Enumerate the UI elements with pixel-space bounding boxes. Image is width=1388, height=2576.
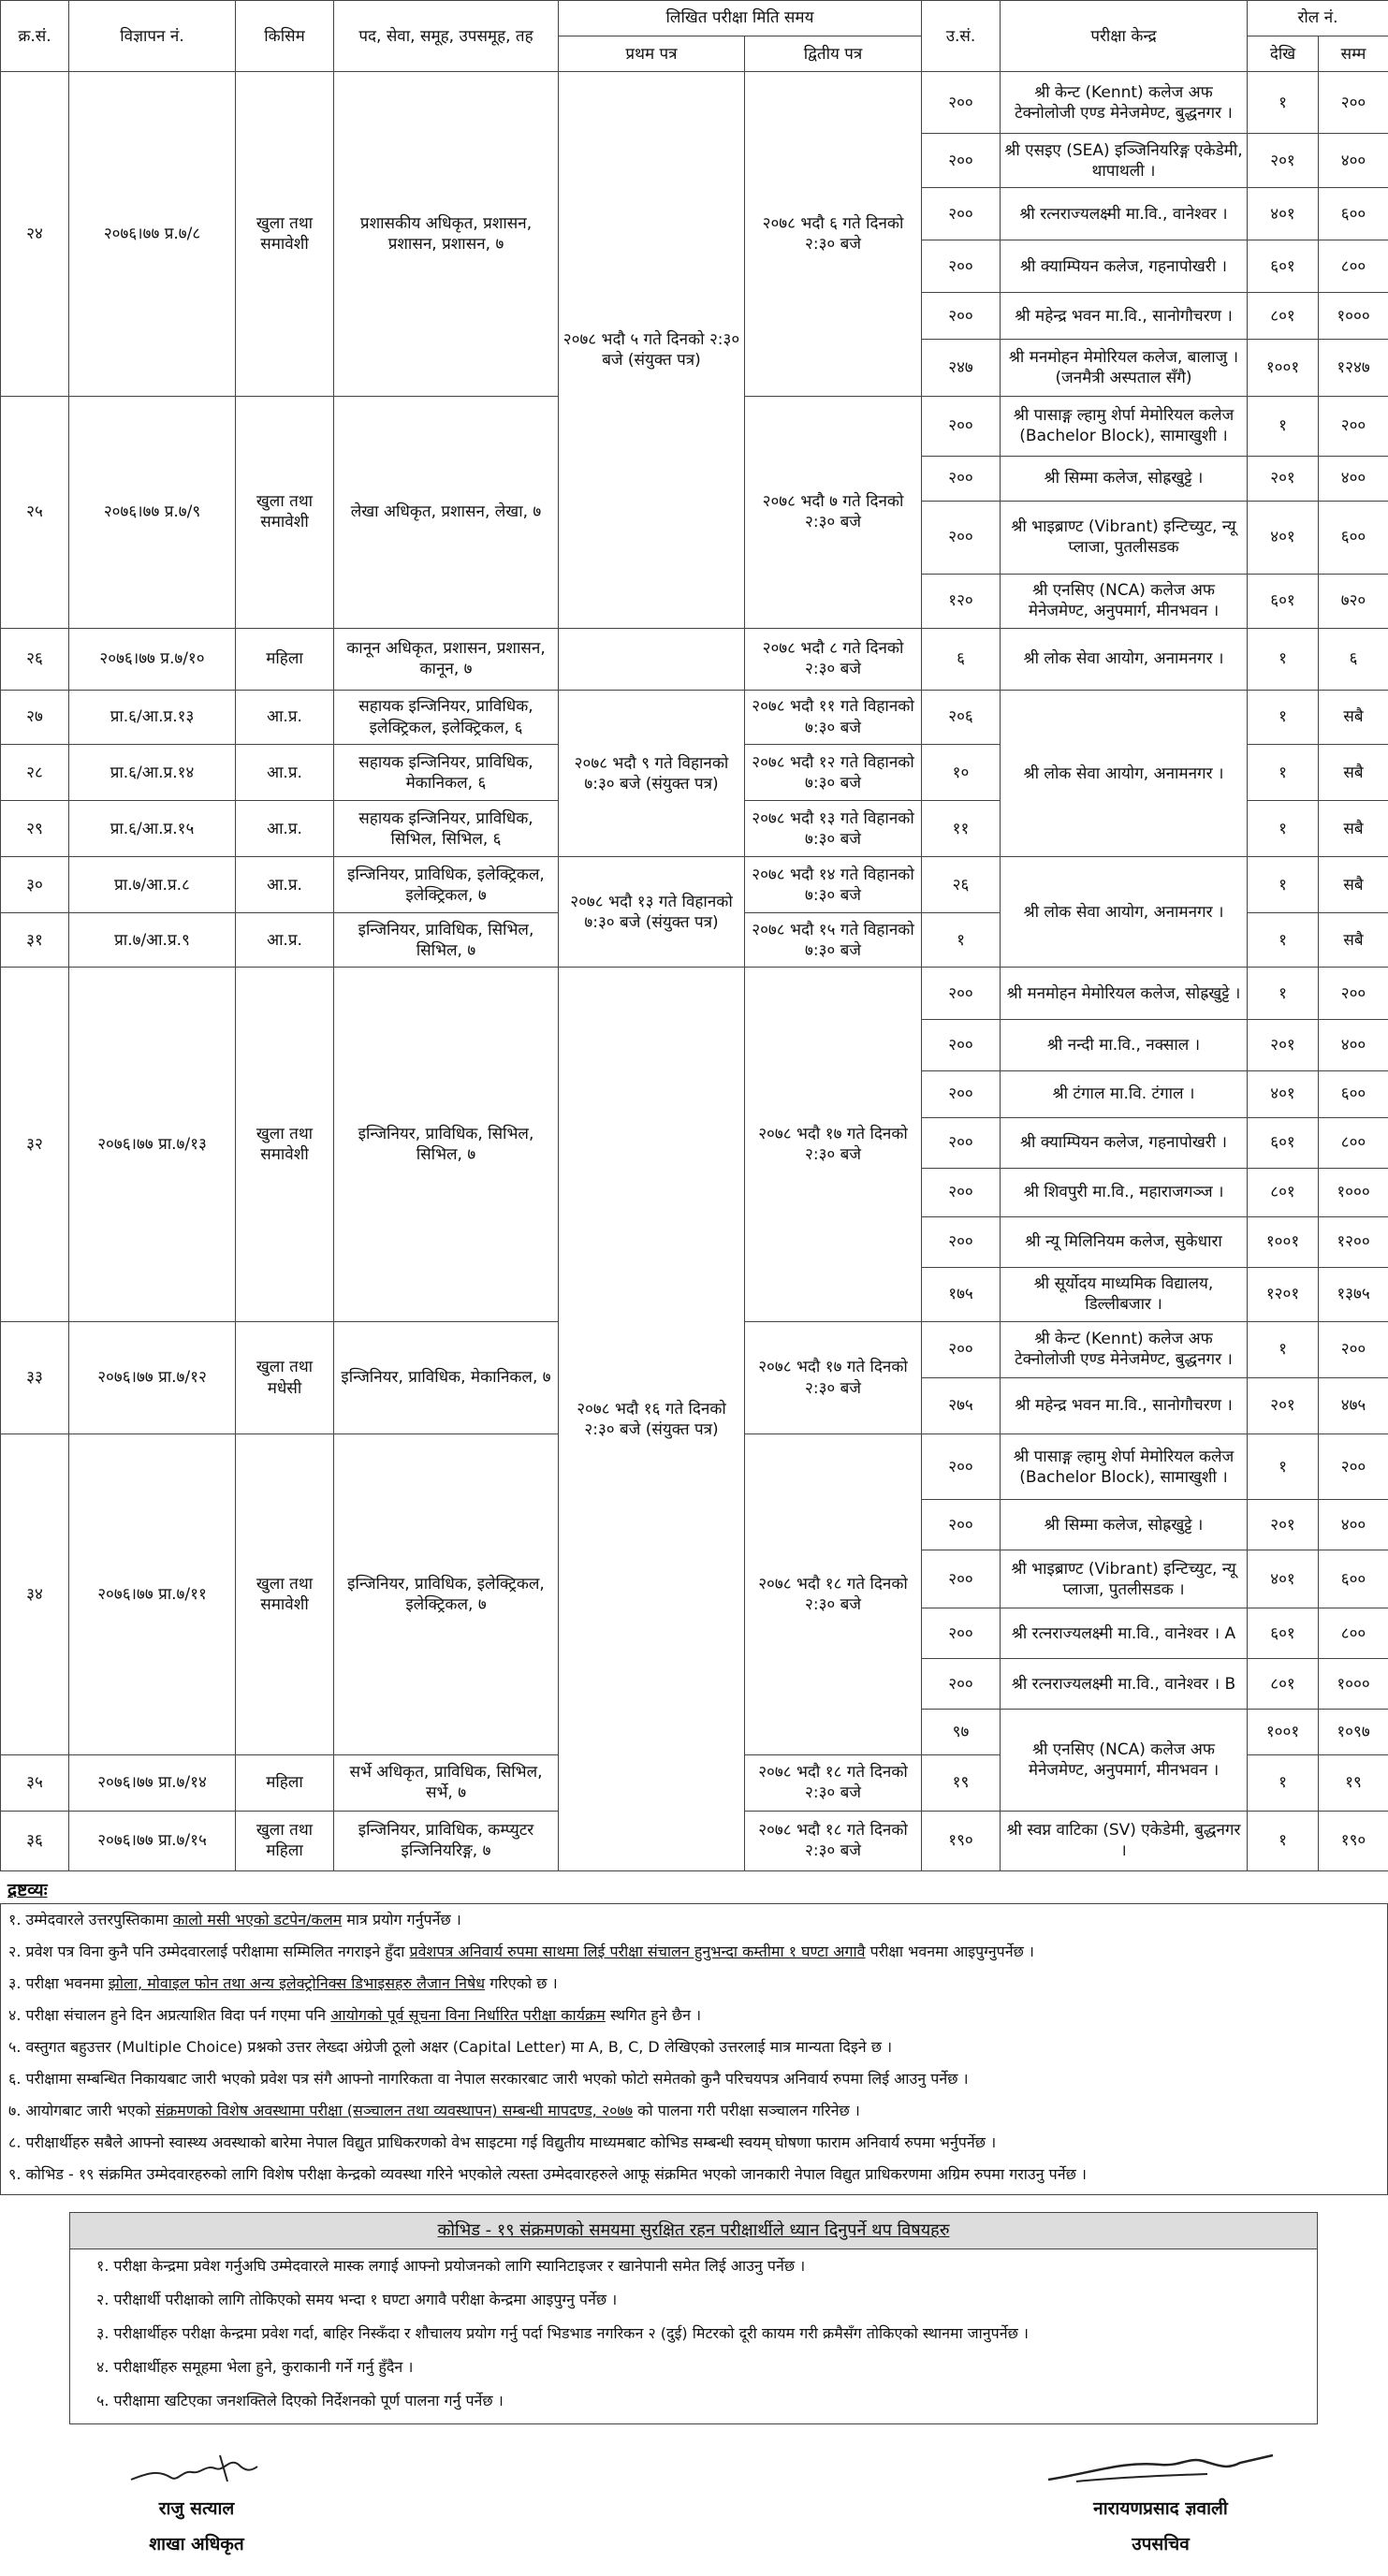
center-count: २००	[922, 134, 1001, 188]
row-ad-no: २०७६।७७ प्रा.७/११	[69, 1434, 236, 1754]
row-type: आ.प्र.	[236, 691, 334, 745]
row-sn: ३४	[1, 1434, 69, 1754]
covid-item: ४. परीक्षार्थीहरु समूहमा भेला हुने, कुराकानी गर्ने गर्नु हुँदैन ।	[96, 2358, 414, 2376]
roll-from: १	[1248, 745, 1319, 801]
roll-from: १	[1248, 396, 1319, 456]
roll-from: १	[1248, 801, 1319, 857]
roll-from: ६०१	[1248, 574, 1319, 628]
center-count: २४७	[922, 340, 1001, 396]
center-name: श्री रत्नराज्यलक्ष्मी मा.वि., वानेश्वर । A	[1001, 1608, 1248, 1659]
roll-to: सबै	[1319, 801, 1388, 857]
roll-to: १०००	[1319, 1168, 1388, 1216]
paper2-date: २०७८ भदौ ६ गते दिनको २:३० बजे	[745, 72, 922, 396]
roll-from: ४०१	[1248, 501, 1319, 574]
roll-to: सबै	[1319, 745, 1388, 801]
row-post: सहायक इन्जिनियर, प्राविधिक, मेकानिकल, ६	[334, 745, 559, 801]
center-count: २००	[922, 1608, 1001, 1659]
center-count: २७५	[922, 1378, 1001, 1434]
note-item: ४. परीक्षा संचालन हुने दिन अप्रत्याशित विदा पर्न गएमा पनि आयोगको पूर्व सूचना विना निर्धारित परीक्षा कार्यक्रम स्थगित हुने छैन ।	[8, 2006, 702, 2024]
paper2-date: २०७८ भदौ ७ गते दिनको २:३० बजे	[745, 396, 922, 628]
row-type: आ.प्र.	[236, 857, 334, 913]
roll-to: ४००	[1319, 1500, 1388, 1550]
center-count: २००	[922, 1550, 1001, 1608]
roll-from: ६०१	[1248, 1117, 1319, 1168]
roll-from: १	[1248, 913, 1319, 968]
row-post: सहायक इन्जिनियर, प्राविधिक, इलेक्ट्रिकल, इलेक्ट्रिकल, ६	[334, 691, 559, 745]
center-count: २००	[922, 1434, 1001, 1500]
roll-to: ६००	[1319, 501, 1388, 574]
roll-to: २००	[1319, 396, 1388, 456]
row-ad-no: २०७६।७७ प्र.७/८	[69, 72, 236, 396]
center-name: श्री केन्ट (Kennt) कलेज अफ टेक्नोलोजी एण्ड मेनेजमेण्ट, बुद्धनगर ।	[1001, 72, 1248, 134]
roll-from: ८०१	[1248, 1168, 1319, 1216]
row-type: आ.प्र.	[236, 801, 334, 857]
signer-name-right: नारायणप्रसाद ज्ञवाली	[1093, 2498, 1228, 2519]
center-name: श्री रत्नराज्यलक्ष्मी मा.वि., वानेश्वर ।	[1001, 188, 1248, 240]
center-name: श्री भाइब्राण्ट (Vibrant) इन्टिच्युट, न्यू प्लाजा, पुतलीसडक	[1001, 501, 1248, 574]
paper2-date: २०७८ भदौ १३ गते विहानको ७:३० बजे	[745, 801, 922, 857]
center-count: २००	[922, 1117, 1001, 1168]
row-sn: ३३	[1, 1321, 69, 1434]
center-name: श्री पासाङ्ग ल्हामु शेर्पा मेमोरियल कलेज (Bachelor Block), सामाखुशी ।	[1001, 396, 1248, 456]
row-type: खुला तथा समावेशी	[236, 72, 334, 396]
roll-from: २०१	[1248, 456, 1319, 501]
row-post: लेखा अधिकृत, प्रशासन, लेखा, ७	[334, 396, 559, 628]
row-sn: २४	[1, 72, 69, 396]
roll-to: २००	[1319, 968, 1388, 1020]
center-count: २०६	[922, 691, 1001, 745]
header-sn: क्र.सं.	[1, 1, 69, 72]
roll-from: ४०१	[1248, 1070, 1319, 1117]
header-roll: रोल नं.	[1248, 1, 1388, 36]
center-name: श्री सिम्मा कलेज, सोह्रखुट्टे ।	[1001, 456, 1248, 501]
row-sn: ३०	[1, 857, 69, 913]
header-paper1: प्रथम पत्र	[559, 36, 745, 72]
row-post: सर्भे अधिकृत, प्राविधिक, सिभिल, सर्भे, ७	[334, 1754, 559, 1811]
center-name: श्री एसइए (SEA) इञ्जिनियरिङ्ग एकेडेमी, थापाथली ।	[1001, 134, 1248, 188]
center-name: श्री लोक सेवा आयोग, अनामनगर ।	[1001, 857, 1248, 968]
center-count: २००	[922, 396, 1001, 456]
row-type: आ.प्र.	[236, 745, 334, 801]
roll-to: ६००	[1319, 1070, 1388, 1117]
note-item: ९. कोभिड - १९ संक्रमित उम्मेदवारहरुको लागि विशेष परीक्षा केन्द्रको व्यवस्था गरिने भएकोले त्यस्ता उम्मेदवारहरुले आफू संक्रमित भएको जानकारी नेपाल विद्युत प्राधिकरणमा अग्रिम रुपमा गराउनु पर्नेछ ।	[8, 2165, 1087, 2183]
roll-from: ८०१	[1248, 1659, 1319, 1710]
header-post: पद, सेवा, समूह, उपसमूह, तह	[334, 1, 559, 72]
row-ad-no: प्रा.६/आ.प्र.१३	[69, 691, 236, 745]
paper2-date: २०७८ भदौ १५ गते विहानको ७:३० बजे	[745, 913, 922, 968]
center-name: श्री सूर्योदय माध्यमिक विद्यालय, डिल्लीबजार ।	[1001, 1267, 1248, 1321]
roll-to: १३७५	[1319, 1267, 1388, 1321]
row-type: खुला तथा महिला	[236, 1811, 334, 1870]
row-type: खुला तथा समावेशी	[236, 968, 334, 1322]
roll-from: १	[1248, 691, 1319, 745]
center-count: १२०	[922, 574, 1001, 628]
roll-to: १९०	[1319, 1811, 1388, 1870]
row-sn: २८	[1, 745, 69, 801]
paper2-date: २०७८ भदौ १४ गते विहानको ७:३० बजे	[745, 857, 922, 913]
header-roll-from: देखि	[1248, 36, 1319, 72]
center-name: श्री क्याम्पियन कलेज, गहनापोखरी ।	[1001, 240, 1248, 293]
roll-from: १	[1248, 1754, 1319, 1811]
roll-from: १	[1248, 628, 1319, 690]
roll-from: २०१	[1248, 1378, 1319, 1434]
center-name: श्री केन्ट (Kennt) कलेज अफ टेक्नोलोजी एण्ड मेनेजमेण्ट, बुद्धनगर ।	[1001, 1321, 1248, 1377]
roll-to: ६००	[1319, 188, 1388, 240]
header-ad-no: विज्ञापन नं.	[69, 1, 236, 72]
center-name: श्री महेन्द्र भवन मा.वि., सानोगौचरण ।	[1001, 1378, 1248, 1434]
roll-from: १००१	[1248, 1710, 1319, 1754]
roll-from: १	[1248, 72, 1319, 134]
roll-from: १	[1248, 857, 1319, 913]
roll-to: २००	[1319, 1434, 1388, 1500]
row-post: प्रशासकीय अधिकृत, प्रशासन, प्रशासन, प्रशासन, ७	[334, 72, 559, 396]
roll-to: ६००	[1319, 1550, 1388, 1608]
roll-to: १०००	[1319, 1659, 1388, 1710]
covid-item: ५. परीक्षामा खटिएका जनशक्तिले दिएको निर्देशनको पूर्ण पालना गर्नु पर्नेछ ।	[96, 2392, 504, 2409]
center-count: २००	[922, 968, 1001, 1020]
center-count: २००	[922, 1500, 1001, 1550]
roll-from: १	[1248, 968, 1319, 1020]
note-item: ७. आयोगबाट जारी भएको संक्रमणको विशेष अवस्थामा परीक्षा (सञ्चालन तथा व्यवस्थापन) सम्बन्धी मापदण्ड, २०७७ को पालना गरी परीक्षा सञ्चालन गरिनेछ ।	[8, 2102, 860, 2119]
paper2-date: २०७८ भदौ १८ गते दिनको २:३० बजे	[745, 1434, 922, 1754]
roll-from: १	[1248, 1811, 1319, 1870]
center-count: १९०	[922, 1811, 1001, 1870]
row-ad-no: २०७६।७७ प्र.७/९	[69, 396, 236, 628]
signer-name-left: राजु सत्याल	[158, 2498, 235, 2519]
center-count: २००	[922, 1659, 1001, 1710]
center-name: श्री मनमोहन मेमोरियल कलेज, बालाजु । (जनमैत्री अस्पताल सँगै)	[1001, 340, 1248, 396]
roll-from: ६०१	[1248, 240, 1319, 293]
center-name: श्री पासाङ्ग ल्हामु शेर्पा मेमोरियल कलेज (Bachelor Block), सामाखुशी ।	[1001, 1434, 1248, 1500]
center-name: श्री रत्नराज्यलक्ष्मी मा.वि., वानेश्वर । B	[1001, 1659, 1248, 1710]
center-name: श्री एनसिए (NCA) कलेज अफ मेनेजमेण्ट, अनुपमार्ग, मीनभवन ।	[1001, 1710, 1248, 1811]
center-name: श्री मनमोहन मेमोरियल कलेज, सोह्रखुट्टे ।	[1001, 968, 1248, 1020]
row-ad-no: प्रा.७/आ.प्र.९	[69, 913, 236, 968]
center-name: श्री नन्दी मा.वि., नक्साल ।	[1001, 1020, 1248, 1070]
roll-to: ८००	[1319, 240, 1388, 293]
center-count: २००	[922, 1070, 1001, 1117]
signature-right	[1039, 2444, 1282, 2562]
center-count: २००	[922, 1020, 1001, 1070]
roll-from: १२०१	[1248, 1267, 1319, 1321]
roll-to: ४००	[1319, 456, 1388, 501]
roll-to: ८००	[1319, 1117, 1388, 1168]
center-count: २००	[922, 188, 1001, 240]
note-item: ६. परीक्षामा सम्बन्धित निकायबाट जारी भएको प्रवेश पत्र संगै आफ्नो नागरिकता वा नेपाल सरकारबाट जारी भएको फोटो समेतको कुनै परिचयपत्र अनिवार्य रुपमा लिई आउनु पर्नेछ ।	[8, 2070, 969, 2088]
covid-item: ३. परीक्षार्थीहरु परीक्षा केन्द्रमा प्रवेश गर्दा, बाहिर निस्कँदा र शौचालय प्रयोग गर्नु पर्दा भिडभाड नगरिकन २ (दुई) मिटरको दूरी कायम गरी क्रमैसँग तोकिएको स्थानमा जानुपर्नेछ ।	[96, 2324, 1029, 2342]
header-type: किसिम	[236, 1, 334, 72]
signer-title-left: शाखा अधिकृत	[149, 2534, 244, 2554]
center-name: श्री एनसिए (NCA) कलेज अफ मेनेजमेण्ट, अनुपमार्ग, मीनभवन ।	[1001, 574, 1248, 628]
row-type: खुला तथा समावेशी	[236, 1434, 334, 1754]
row-sn: ३५	[1, 1754, 69, 1811]
center-count: २६	[922, 857, 1001, 913]
paper2-date: २०७८ भदौ ११ गते विहानको ७:३० बजे	[745, 691, 922, 745]
row-post: कानून अधिकृत, प्रशासन, प्रशासन, कानून, ७	[334, 628, 559, 690]
paper1-date: २०७८ भदौ १६ गते दिनको २:३० बजे (संयुक्त पत्र)	[559, 968, 745, 1871]
roll-to: सबै	[1319, 857, 1388, 913]
roll-from: १००१	[1248, 340, 1319, 396]
row-ad-no: प्रा.६/आ.प्र.१५	[69, 801, 236, 857]
roll-to: ७२०	[1319, 574, 1388, 628]
note-item: ५. वस्तुगत बहुउत्तर (Multiple Choice) प्रश्नको उत्तर लेख्दा अंग्रेजी ठूलो अक्षर (Capital Letter) मा A, B, C, D लेखिएको उत्तरलाई मात्र मान्यता दिइने छ ।	[8, 2038, 893, 2056]
paper2-date: २०७८ भदौ १८ गते दिनको २:३० बजे	[745, 1811, 922, 1870]
signature-left	[103, 2444, 290, 2562]
roll-to: १९	[1319, 1754, 1388, 1811]
center-count: २००	[922, 72, 1001, 134]
note-item: ८. परीक्षार्थीहरु सबैले आफ्नो स्वास्थ्य अवस्थाको बारेमा नेपाल विद्युत प्राधिकरणको वेभ साइटमा गई विद्युतीय माध्यमबाट कोभिड सम्बन्धी स्वयम् घोषणा फाराम अनिवार्य रुपमा भर्नुपर्नेछ ।	[8, 2133, 997, 2151]
roll-from: २०१	[1248, 1020, 1319, 1070]
center-name: श्री भाइब्राण्ट (Vibrant) इन्टिच्युट, न्यू प्लाजा, पुतलीसडक ।	[1001, 1550, 1248, 1608]
roll-to: सबै	[1319, 691, 1388, 745]
signature-scribble-icon	[126, 2444, 267, 2491]
center-name: श्री क्याम्पियन कलेज, गहनापोखरी ।	[1001, 1117, 1248, 1168]
roll-to: १२००	[1319, 1216, 1388, 1267]
notes-title: द्रष्टव्यः	[7, 1880, 48, 1900]
row-ad-no: प्रा.७/आ.प्र.८	[69, 857, 236, 913]
roll-from: १००१	[1248, 1216, 1319, 1267]
paper1-date: २०७८ भदौ ५ गते दिनको २:३० बजे (संयुक्त पत्र)	[559, 72, 745, 629]
center-count: २००	[922, 1168, 1001, 1216]
center-count: २००	[922, 240, 1001, 293]
center-count: २००	[922, 293, 1001, 340]
row-ad-no: २०७६।७७ प्रा.७/१५	[69, 1811, 236, 1870]
row-type: महिला	[236, 1754, 334, 1811]
roll-to: १०९७	[1319, 1710, 1388, 1754]
row-post: इन्जिनियर, प्राविधिक, इलेक्ट्रिकल, इलेक्ट्रिकल, ७	[334, 857, 559, 913]
paper2-date: २०७८ भदौ ८ गते दिनको २:३० बजे	[745, 628, 922, 690]
row-sn: २७	[1, 691, 69, 745]
signature-scribble-icon	[1039, 2444, 1282, 2491]
row-post: इन्जिनियर, प्राविधिक, मेकानिकल, ७	[334, 1321, 559, 1434]
row-sn: २५	[1, 396, 69, 628]
roll-to: सबै	[1319, 913, 1388, 968]
paper1-date: २०७८ भदौ १३ गते विहानको ७:३० बजे (संयुक्त पत्र)	[559, 857, 745, 968]
roll-to: १०००	[1319, 293, 1388, 340]
roll-from: ४०१	[1248, 1550, 1319, 1608]
row-ad-no: २०७६।७७ प्र.७/१०	[69, 628, 236, 690]
roll-to: ४००	[1319, 134, 1388, 188]
row-post: इन्जिनियर, प्राविधिक, सिभिल, सिभिल, ७	[334, 913, 559, 968]
row-ad-no: २०७६।७७ प्रा.७/१४	[69, 1754, 236, 1811]
center-name: श्री न्यू मिलिनियम कलेज, सुकेधारा	[1001, 1216, 1248, 1267]
row-sn: ३६	[1, 1811, 69, 1870]
roll-to: २००	[1319, 1321, 1388, 1377]
roll-from: १	[1248, 1434, 1319, 1500]
roll-from: ६०१	[1248, 1608, 1319, 1659]
center-count: १	[922, 913, 1001, 968]
roll-to: २००	[1319, 72, 1388, 134]
paper2-date: २०७८ भदौ १२ गते विहानको ७:३० बजे	[745, 745, 922, 801]
center-name: श्री महेन्द्र भवन मा.वि., सानोगौचरण ।	[1001, 293, 1248, 340]
row-post: इन्जिनियर, प्राविधिक, सिभिल, सिभिल, ७	[334, 968, 559, 1322]
row-post: इन्जिनियर, प्राविधिक, इलेक्ट्रिकल, इलेक्ट्रिकल, ७	[334, 1434, 559, 1754]
paper2-date: २०७८ भदौ १७ गते दिनको २:३० बजे	[745, 968, 922, 1322]
center-name: श्री स्वप्न वाटिका (SV) एकेडेमी, बुद्धनगर ।	[1001, 1811, 1248, 1870]
paper2-date: २०७८ भदौ १८ गते दिनको २:३० बजे	[745, 1754, 922, 1811]
note-emphasis: कालो मसी भएको डटपेन/कलम	[172, 1911, 343, 1928]
center-name: श्री लोक सेवा आयोग, अनामनगर ।	[1001, 628, 1248, 690]
row-type: खुला तथा समावेशी	[236, 396, 334, 628]
row-post: इन्जिनियर, प्राविधिक, कम्प्युटर इन्जिनियरिङ्ग, ७	[334, 1811, 559, 1870]
center-name: श्री टंगाल मा.वि. टंगाल ।	[1001, 1070, 1248, 1117]
row-post: सहायक इन्जिनियर, प्राविधिक, सिभिल, सिभिल, ६	[334, 801, 559, 857]
covid-item: २. परीक्षार्थी परीक्षाको लागि तोकिएको समय भन्दा १ घण्टा अगावै परीक्षा केन्द्रमा आइपुग्नु पर्नेछ ।	[96, 2291, 618, 2308]
center-name: श्री सिम्मा कलेज, सोह्रखुट्टे ।	[1001, 1500, 1248, 1550]
row-sn: ३१	[1, 913, 69, 968]
row-sn: २९	[1, 801, 69, 857]
note-item: १. उम्मेदवारले उत्तरपुस्तिकामा कालो मसी भएको डटपेन/कलम मात्र प्रयोग गर्नुपर्नेछ ।	[8, 1911, 461, 1928]
note-item: २. प्रवेश पत्र विना कुनै पनि उम्मेदवारलाई परीक्षामा सम्मिलित नगराइने हुँदा प्रवेशपत्र अनिवार्य रुपमा साथमा लिई परीक्षा संचालन हुनुभन्दा कम्तीमा १ घण्टा अगावै परीक्षा भवनमा आइपुग्नुपर्नेछ ।	[8, 1943, 1034, 1960]
center-count: ६	[922, 628, 1001, 690]
header-center: परीक्षा केन्द्र	[1001, 1, 1248, 72]
paper2-date: २०७८ भदौ १७ गते दिनको २:३० बजे	[745, 1321, 922, 1434]
header-candidates: उ.सं.	[922, 1, 1001, 72]
roll-to: ६	[1319, 628, 1388, 690]
note-emphasis: आयोगको पूर्व सूचना विना निर्धारित परीक्षा कार्यक्रम	[330, 2006, 606, 2024]
row-ad-no: २०७६।७७ प्रा.७/१२	[69, 1321, 236, 1434]
center-count: ११	[922, 801, 1001, 857]
paper1-date: २०७८ भदौ ९ गते विहानको ७:३० बजे (संयुक्त पत्र)	[559, 691, 745, 857]
note-emphasis: संक्रमणको विशेष अवस्थामा परीक्षा (सञ्चालन तथा व्यवस्थापन) सम्बन्धी मापदण्ड, २०७७	[155, 2102, 634, 2119]
roll-to: ४७५	[1319, 1378, 1388, 1434]
row-type: आ.प्र.	[236, 913, 334, 968]
center-count: २००	[922, 456, 1001, 501]
paper1-date-continued	[559, 628, 745, 690]
note-item: ३. परीक्षा भवनमा झोला, मोवाइल फोन तथा अन्य इलेक्ट्रोनिक्स डिभाइसहरु लैजान निषेध गरिएको छ ।	[8, 1974, 558, 1992]
covid-guidelines-box	[69, 2212, 1318, 2424]
roll-from: २०१	[1248, 1500, 1319, 1550]
roll-from: २०१	[1248, 134, 1319, 188]
roll-from: १	[1248, 1321, 1319, 1377]
center-name: श्री शिवपुरी मा.वि., महाराजगञ्ज ।	[1001, 1168, 1248, 1216]
roll-to: ८००	[1319, 1608, 1388, 1659]
row-type: खुला तथा मधेसी	[236, 1321, 334, 1434]
note-emphasis: झोला, मोवाइल फोन तथा अन्य इलेक्ट्रोनिक्स डिभाइसहरु लैजान निषेध	[108, 1974, 486, 1992]
row-ad-no: प्रा.६/आ.प्र.१४	[69, 745, 236, 801]
roll-to: ४००	[1319, 1020, 1388, 1070]
row-ad-no: २०७६।७७ प्रा.७/१३	[69, 968, 236, 1322]
row-type: महिला	[236, 628, 334, 690]
header-written-exam: लिखित परीक्षा मिति समय	[559, 1, 922, 36]
notes-box	[0, 1903, 1388, 2195]
center-count: १७५	[922, 1267, 1001, 1321]
roll-to: १२४७	[1319, 340, 1388, 396]
roll-from: ८०१	[1248, 293, 1319, 340]
header-paper2: द्वितीय पत्र	[745, 36, 922, 72]
row-sn: ३२	[1, 968, 69, 1322]
center-count: २००	[922, 1216, 1001, 1267]
center-count: ९७	[922, 1710, 1001, 1754]
center-count: १०	[922, 745, 1001, 801]
roll-from: ४०१	[1248, 188, 1319, 240]
center-count: १९	[922, 1754, 1001, 1811]
center-name: श्री लोक सेवा आयोग, अनामनगर ।	[1001, 691, 1248, 857]
row-sn: २६	[1, 628, 69, 690]
covid-item: १. परीक्षा केन्द्रमा प्रवेश गर्नुअघि उम्मेदवारले मास्क लगाई आफ्नो प्रयोजनको लागि स्यानिटाइजर र खानेपानी समेत लिई आउनु पर्नेछ ।	[96, 2257, 806, 2275]
note-emphasis: प्रवेशपत्र अनिवार्य रुपमा साथमा लिई परीक्षा संचालन हुनुभन्दा कम्तीमा १ घण्टा अगावै	[409, 1943, 866, 1960]
center-count: २००	[922, 1321, 1001, 1377]
signer-title-right: उपसचिव	[1132, 2534, 1190, 2554]
header-roll-to: सम्म	[1319, 36, 1388, 72]
center-count: २००	[922, 501, 1001, 574]
covid-guidelines-title: कोभिड - १९ संक्रमणको समयमा सुरक्षित रहन परीक्षार्थीले ध्यान दिनुपर्ने थप विषयहरु	[70, 2213, 1317, 2249]
